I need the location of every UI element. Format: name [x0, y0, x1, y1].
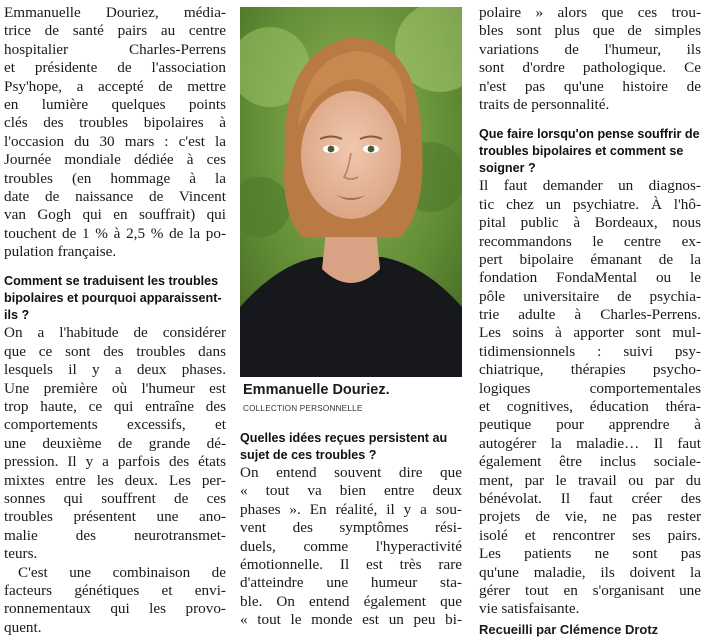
text-line: comportements excessifs, et [4, 416, 226, 434]
text-line: vie satisfaisante. [479, 600, 580, 618]
text-line: quent. [4, 618, 42, 636]
question-heading-3 [479, 126, 701, 177]
text-line: et cognitives, éducation théra- [479, 398, 701, 416]
text-line: duels, comme l'hyperactivité [240, 537, 462, 555]
text-line: troubles (en hommage à la [4, 169, 226, 187]
text-line: bénévolat. Il faut créer des [479, 489, 701, 507]
text-line: tidimensionnels : suivi psy- [479, 342, 701, 360]
text-line: C'est une combinaison de [18, 563, 226, 581]
portrait-photo [240, 7, 462, 377]
question-heading-1 [4, 273, 226, 324]
text-line: logiques comportementales [479, 379, 701, 397]
article-column-2 [240, 430, 462, 630]
answer-paragraph-3 [479, 177, 701, 618]
text-line: Une première où l'humeur est [4, 379, 226, 397]
text-line: isolé et rencontrer ses pairs. [479, 526, 701, 544]
photo-caption: Emmanuelle Douriez. [243, 382, 390, 398]
text-line: bles sont plus que de simples [479, 22, 701, 40]
text-line: ble. On entend également que [240, 592, 462, 610]
answer-paragraph-2-continued [479, 4, 701, 114]
text-line: pital public à Bordeaux, nous [479, 214, 701, 232]
portrait-illustration [240, 7, 462, 377]
text-line: Les soins à apporter sont mul- [479, 324, 701, 342]
text-line: facteurs génétiques et envi- [4, 581, 226, 599]
text-line: Journée mondiale dédiée à ces [4, 151, 226, 169]
text-line: pert bipolaire émanant de la [479, 250, 701, 268]
text-line: On a l'habitude de considérer [4, 324, 226, 342]
text-line: et présidente de l'association [4, 59, 226, 77]
text-line: van Gogh qui en souffrait) qui [4, 206, 226, 224]
text-line: pression. Il y a parfois des états [4, 453, 226, 471]
text-line: Les patients ne sont pas [479, 545, 701, 563]
text-line: polaire » alors que ces trou- [479, 4, 701, 21]
text-line: hospitalier Charles-Perrens [4, 40, 226, 58]
text-line: tic chez un psychiatre. À l'hô- [479, 195, 701, 213]
photo-credit: COLLECTION PERSONNELLE [243, 404, 363, 413]
text-line: mixtes entre les deux. Les per- [4, 471, 226, 489]
text-line: date de naissance de Vincent [4, 187, 226, 205]
text-line: en lumière quelques points [4, 95, 226, 113]
heading-line: Quelles idées reçues persistent au [240, 431, 448, 445]
signature: Recueilli par Clémence Drotz [479, 621, 659, 637]
text-line: vent des symptômes rési- [240, 519, 462, 537]
text-line: pulation française. [4, 243, 117, 261]
article-column-3 [479, 4, 701, 639]
text-line: « tout le monde est un peu bi- [240, 611, 462, 629]
text-line: malie des neurotransmet- [4, 526, 226, 544]
heading-line: soigner ? [479, 161, 536, 176]
heading-line: troubles bipolaires et comment se [479, 144, 684, 159]
text-line: d'atteindre une humeur sta- [240, 574, 462, 592]
heading-line: Comment se traduisent les troubles [4, 274, 219, 289]
text-line: émotionnelle. Il est très rare [240, 555, 462, 573]
text-line: trop haute, ce qui entraîne des [4, 398, 226, 416]
text-line: trice de santé pairs au centre [4, 22, 226, 40]
text-line: chiatrique, thérapies psycho- [479, 361, 701, 379]
text-line: traits de personnalité. [479, 95, 610, 113]
text-line: variations de l'humeur, ils [479, 40, 701, 58]
text-line: phases ». En réalité, il y a sou- [240, 500, 462, 518]
text-line: qu'une maladie, ils doivent la [479, 563, 701, 581]
text-line: pôle universitaire de psychia- [479, 287, 701, 305]
text-line: sonnes qui souffrent de ces [4, 489, 226, 507]
article-column-1 [4, 4, 226, 637]
text-line: recommandons le centre ex- [479, 232, 701, 250]
text-line: teurs. [4, 545, 38, 563]
text-line: une deuxième de grande dé- [4, 434, 226, 452]
heading-line: ils ? [4, 308, 30, 323]
text-line: également être inclus sociale- [479, 453, 701, 471]
text-line: l'occasion du 30 mars : c'est la [4, 132, 226, 150]
text-line: projets de vie, ne pas rester [479, 508, 701, 526]
answer-paragraph-1 [4, 324, 226, 563]
heading-line: bipolaires et pourquoi apparaissent- [4, 291, 222, 306]
text-line: « tout va bien entre deux [240, 482, 462, 500]
answer-paragraph-2 [240, 464, 462, 630]
text-line: que ce sont des troubles dans [4, 342, 226, 360]
text-line: clés des troubles bipolaires à [4, 114, 226, 132]
text-line: troubles présentent une ano- [4, 508, 226, 526]
intro-paragraph [4, 4, 226, 261]
text-line: peutique pour apprendre à [479, 416, 701, 434]
text-line: sont d'ordre pathologique. Ce [479, 59, 701, 77]
text-line: ronnementaux qui les provo- [4, 600, 226, 618]
text-line: touchent de 1 % à 2,5 % de la po- [4, 224, 226, 242]
text-line: Emmanuelle Douriez, média- [4, 4, 226, 21]
text-line: fondation FondaMental ou le [479, 269, 701, 287]
text-line: autogérer la maladie… Il faut [479, 434, 701, 452]
text-line: n'est pas qu'une histoire de [479, 77, 701, 95]
answer-paragraph-1b [4, 564, 226, 638]
text-line: gérer tout en s'organisant une [479, 581, 701, 599]
text-line: Il faut demander un diagnos- [479, 177, 701, 195]
heading-line: Que faire lorsqu'on pense souffrir de [479, 127, 700, 142]
heading-line: sujet de ces troubles ? [240, 448, 377, 462]
text-line: lesquels il y a deux phases. [4, 361, 226, 379]
text-line: Psy'hope, a accepté de mettre [4, 77, 226, 95]
text-line: trie adulte à Charles-Perrens. [479, 306, 701, 324]
question-heading-2 [240, 430, 462, 464]
text-line: On entend souvent dire que [240, 464, 462, 481]
text-line: ment, par le travail ou par du [479, 471, 701, 489]
